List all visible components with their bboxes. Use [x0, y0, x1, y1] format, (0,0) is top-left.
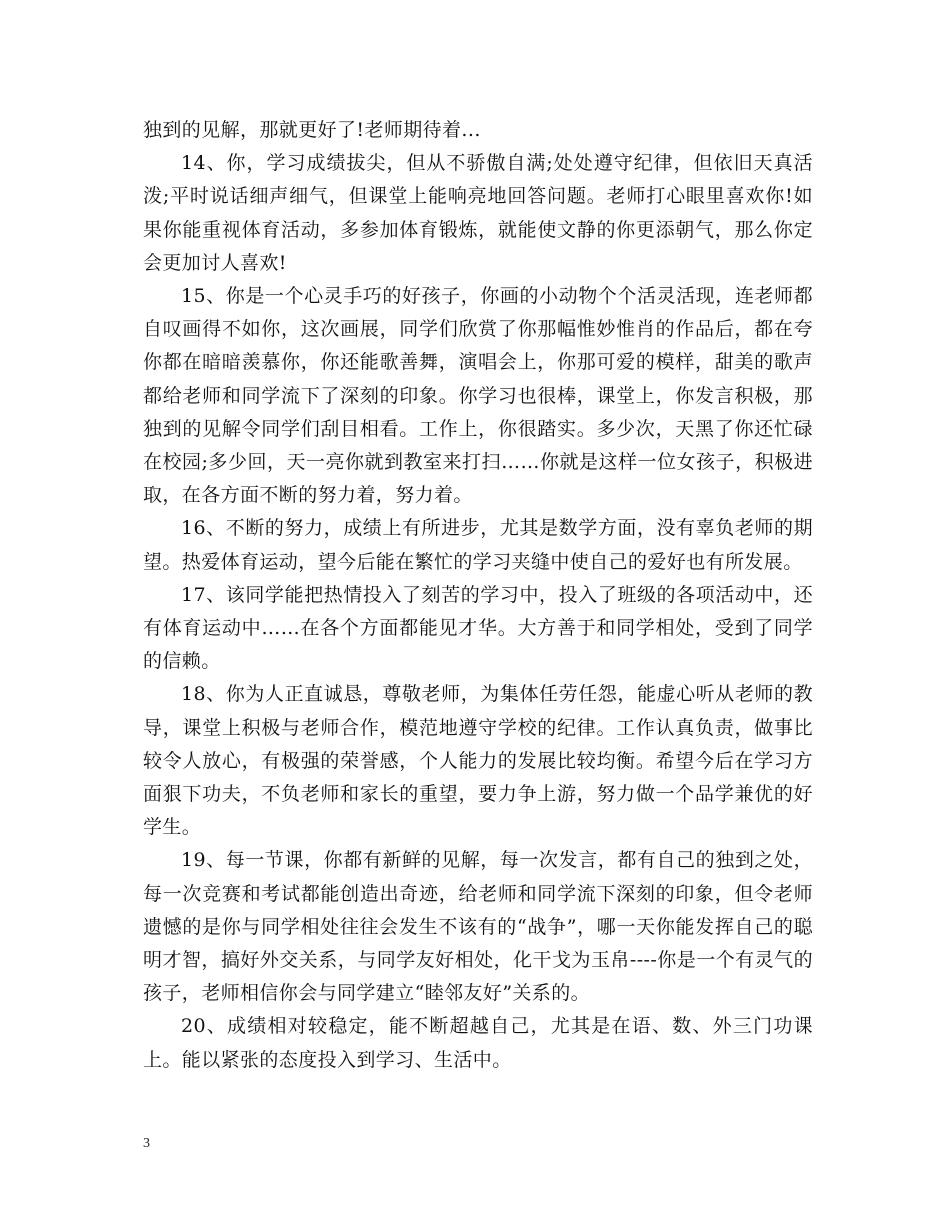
paragraph-comment-16: 16、不断的努力，成绩上有所进步，尤其是数学方面，没有辜负老师的期望。热爱体育运动，望今后能在繁忙的学习夹缝中使自己的爱好也有所发展。: [143, 517, 813, 573]
paragraph-comment-14: 14、你，学习成绩拔尖，但从不骄傲自满;处处遵守纪律，但依旧天真活泼;平时说话细声细气，但课堂上能响亮地回答问题。老师打心眼里喜欢你!如果你能重视体育活动，多参加体育锻炼，就能使文静的你更添朝气，那么你定会更加讨人喜欢!: [143, 152, 813, 274]
document-body: [143, 114, 813, 1077]
paragraph-comment-15: 15、你是一个心灵手巧的好孩子，你画的小动物个个活灵活现，连老师都自叹画得不如你，这次画展，同学们欣赏了你那幅惟妙惟肖的作品后，都在夸你都在暗暗羡慕你，你还能歌善舞，演唱会上，你那可爱的模样，甜美的歌声都给老师和同学流下了深刻的印象。你学习也很棒，课堂上，你发言积极，那独到的见解令同学们刮目相看。工作上，你很踏实。多少次，天黑了你还忙碌在校园;多少回，天一亮你就到教室来打扫……你就是这样一位女孩子，积极进取，在各方面不断的努力着，努力着。: [143, 285, 813, 507]
paragraph-comment-19: 19、每一节课，你都有新鲜的见解，每一次发言，都有自己的独到之处，每一次竞赛和考试都能创造出奇迹，给老师和同学流下深刻的印象，但令老师遗憾的是你与同学相处往往会发生不该有的“战争”，哪一天你能发挥自己的聪明才智，搞好外交关系，与同学友好相处，化干戈为玉帛----你是一个有灵气的孩子，老师相信你会与同学建立“睦邻友好”关系的。: [143, 849, 813, 1005]
paragraph-comment-20: 20、成绩相对较稳定，能不断超越自己，尤其是在语、数、外三门功课上。能以紧张的态度投入到学习、生活中。: [143, 1015, 813, 1071]
paragraph-continuation: 独到的见解，那就更好了!老师期待着...: [143, 119, 481, 141]
paragraph-comment-18: 18、你为人正直诚恳，尊敬老师，为集体任劳任怨，能虚心听从老师的教导，课堂上积极与老师合作，模范地遵守学校的纪律。工作认真负责，做事比较令人放心，有极强的荣誉感，个人能力的发展比较均衡。希望今后在学习方面狠下功夫，不负老师和家长的重望，要力争上游，努力做一个品学兼优的好学生。: [143, 683, 813, 839]
paragraph-comment-17: 17、该同学能把热情投入了刻苦的学习中，投入了班级的各项活动中，还有体育运动中……在各个方面都能见才华。大方善于和同学相处，受到了同学的信赖。: [143, 583, 813, 673]
page-number: 3: [143, 1136, 150, 1151]
